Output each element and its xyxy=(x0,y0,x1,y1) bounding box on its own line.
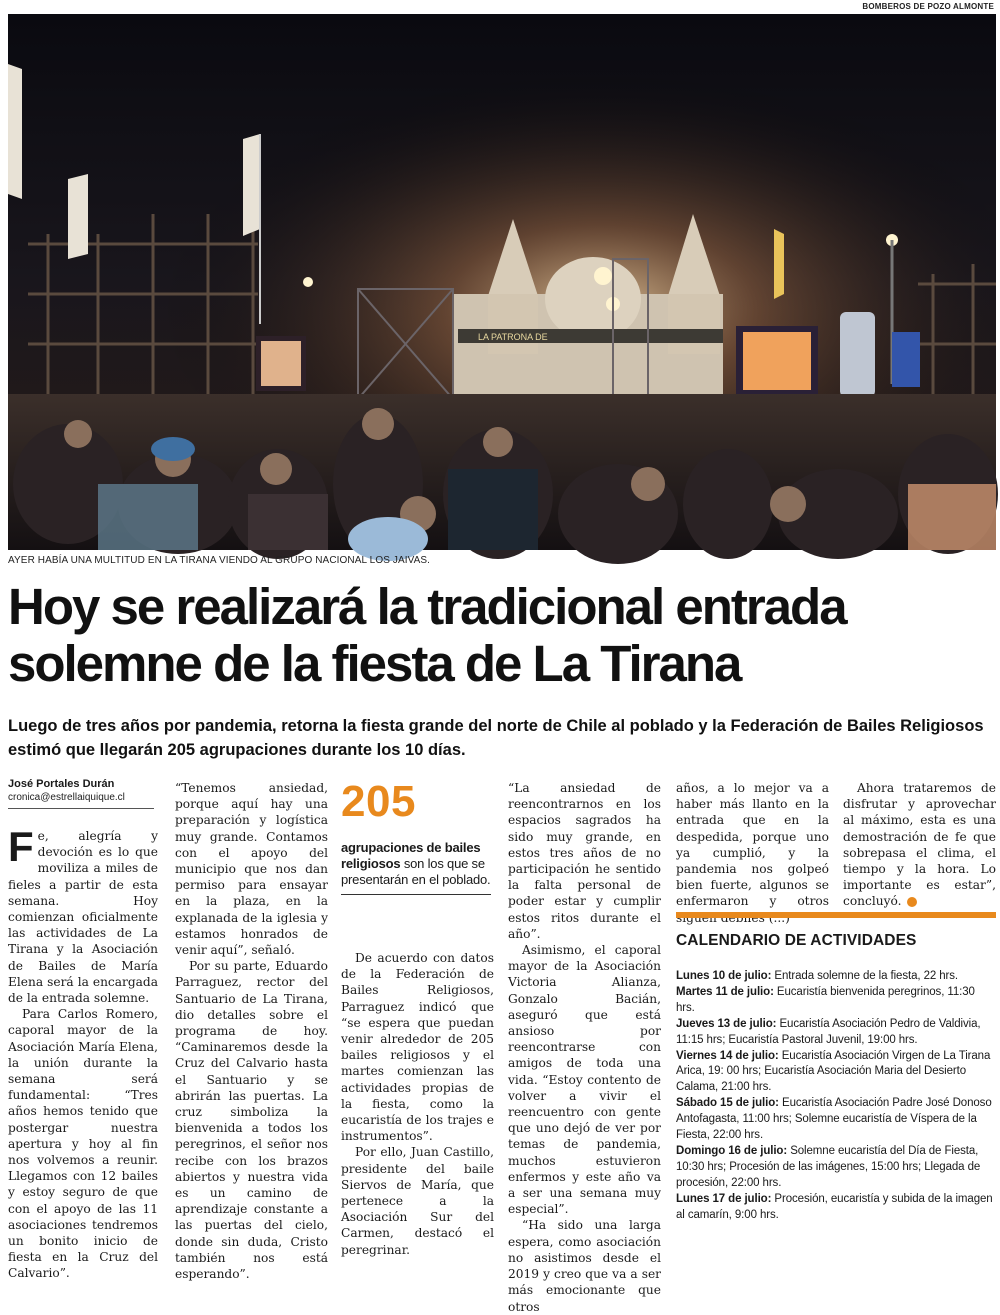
calendar-text: Eucaristía Asociación Pedro de Valdivia, 11:15 hrs; Eucaristía Pastoral Juvenil, 19:00 hrs. xyxy=(676,1017,981,1046)
paragraph-text: e, alegría y devoción es lo que moviliza a miles de fieles a partir de esta semana. Hoy comienzan oficialmente las actividades de La Tirana y la Asociación de Bailes de María Elena será la encargada de la entrada solemne. xyxy=(8,829,158,1006)
paragraph xyxy=(8,823,158,1006)
calendar-entry xyxy=(676,1017,996,1049)
paragraph: “Ha sido una larga espera, como asociación no asistimos desde el 2019 y creo que va a ser más emocionante que otros xyxy=(508,1218,661,1314)
byline xyxy=(8,777,158,809)
article-column-4 xyxy=(508,780,661,1315)
end-mark-icon xyxy=(907,897,917,907)
article-column-5 xyxy=(676,780,829,926)
calendar-text: Procesión, eucaristía y subida de la imagen al camarín, 9:00 hrs. xyxy=(676,1192,993,1221)
paragraph: Por ello, Juan Castillo, presidente del baile Siervos de María, que pertenece a la Asociación Sur del Carmen, destacó el peregrinar. xyxy=(341,1145,494,1257)
deck-summary: Luego de tres años por pandemia, retorna la fiesta grande del norte de Chile al poblado y la Federación de Bailes Religiosos estimó que llegarán 205 agrupaciones durante los 10 días. xyxy=(8,717,984,759)
photo-caption: AYER HABÍA UNA MULTITUD EN LA TIRANA VIENDO AL GRUPO NACIONAL LOS JAIVAS. xyxy=(8,555,431,566)
calendar-entry xyxy=(676,1144,996,1192)
calendar-entry xyxy=(676,1192,996,1224)
calendar-entry xyxy=(676,969,996,985)
calendar-text: Eucaristía bienvenida peregrinos, 11:30 hrs. xyxy=(676,985,975,1014)
paragraph: años, a lo mejor va a haber más llanto en la entrada que en la despedida, porque uno ya cumplió, y la pandemia nos golpeó bien fuerte, algunos se enfermaron y otros xyxy=(676,781,829,909)
calendar-entry xyxy=(676,1049,996,1097)
stat-text-bold: agrupaciones de bailes religiosos xyxy=(341,840,481,871)
author-name: José Portales Durán xyxy=(8,778,115,790)
photo-credit: BOMBEROS DE POZO ALMONTE xyxy=(862,2,994,11)
calendar-text: Entrada solemne de la fiesta, 22 hrs. xyxy=(771,970,959,982)
stat-text-rest: son los que se presentarán en el poblado. xyxy=(341,856,491,887)
article-column-1 xyxy=(8,823,158,1282)
paragraph: Asimismo, el caporal mayor de la Asociación Victoria Alianza, Gonzalo Bacián, aseguró que está ansioso por reencontrarse con amigos de toda una vida. “Estoy contento de volver a vivir el reencuentro con gente que uno dejó de ver por temas de pandemia, muchos estuvieron enfermos y este año va a ser una semana muy especial”. xyxy=(508,943,661,1217)
byline-divider xyxy=(8,808,154,809)
paragraph: Para Carlos Romero, caporal mayor de la Asociación María Elena, la unión durante la semana será fundamental: “Tres años hemos tenido que postergar nuestra apertura y hoy al fin nos volvemos a reunir. Llegamos con 12 bailes y estoy seguro de que con el apoyo de las 11 asociaciones tendremos un bonito inicio de fiesta en la Cruz del Calvario”. xyxy=(8,1007,158,1281)
paragraph: “Tenemos ansiedad, porque aquí hay una preparación y logística muy grande. Contamos con el apoyo del municipio que nos dan permiso para ensayar en la plaza, en la explanada de la iglesia y estamos honrados de venir aquí”, señaló. xyxy=(175,781,328,958)
calendar-title: CALENDARIO DE ACTIVIDADES xyxy=(676,932,917,949)
calendar-accent-bar xyxy=(676,912,996,918)
paragraph: Por su parte, Eduardo Parraguez, rector del Santuario de La Tirana, dio detalles sobre el programa de hoy. “Caminaremos desde la Cruz del Calvario hasta el Santuario y se abrirán las puertas. La cruz simboliza la bienvenida a todos los peregrinos, el señor nos recibe con los brazos abiertos y nuestra vida es un camino de aprendizaje constante a las puertas del cielo, donde sin duda, Cristo también nos está esperando”. xyxy=(175,959,328,1282)
calendar-day: Sábado 15 de julio: xyxy=(676,1097,779,1110)
headline-line-1: Hoy se realizará la tradicional entrada xyxy=(8,578,846,635)
calendar-entry xyxy=(676,1096,996,1144)
calendar-text: Eucaristía Asociación Padre José Donoso Antofagasta, 11:00 hrs; Solemne eucaristía de Víspera de la Fiesta, 22:00 hrs. xyxy=(676,1097,992,1142)
calendar-day: Lunes 10 de julio: xyxy=(676,970,772,982)
paragraph: De acuerdo con datos de la Federación de Bailes Religiosos, Parraguez indicó que “se espera que puedan venir alrededor de 205 bailes religiosos y el martes comienzan las actividades propias de la fiesta, como la eucaristía de los trajes e instrumentos”. xyxy=(341,951,494,1144)
calendar-entries xyxy=(676,969,996,1224)
calendar-text: Solemne eucaristía del Día de Fiesta, 10:30 hrs; Procesión de las imágenes, 15:00 hrs; Llegada de procesión, 22:00 hrs. xyxy=(676,1144,981,1189)
stat-callout xyxy=(341,776,494,895)
stat-number: 205 xyxy=(341,777,416,826)
calendar-text: Eucaristía Asociación Virgen de La Tirana Arica, 19: 00 hrs; Eucaristía Asociación Maria del Desierto Calama, 21:00 hrs. xyxy=(676,1049,991,1094)
article-column-2 xyxy=(175,780,328,1282)
calendar-day: Viernes 14 de julio: xyxy=(676,1049,779,1062)
event-photo xyxy=(8,14,996,550)
activities-calendar xyxy=(676,912,996,1224)
headline-line-2: solemne de la fiesta de La Tirana xyxy=(8,635,741,692)
stat-text xyxy=(341,840,494,888)
article-column-3 xyxy=(341,950,494,1258)
calendar-day: Domingo 16 de julio: xyxy=(676,1144,788,1157)
stat-divider xyxy=(341,894,491,895)
paragraph: “La ansiedad de reencontrarnos en los espacios sagrados ha sido muy grande, en estos tres años de no participación he sentido la falta personal de poder estar y cumplir estos ritos durante el año”. xyxy=(508,781,661,941)
paragraph-text: Ahora trataremos de disfrutar y aprovechar al máximo, esta es una demostración de fe que sobrepasa el clima, el tiempo y la hora. Lo importante es estar”, concluyó. xyxy=(843,781,996,909)
church-banner-text: LA PATRONA DE xyxy=(478,332,548,342)
article-column-6 xyxy=(843,780,996,910)
paragraph xyxy=(843,780,996,910)
calendar-entry xyxy=(676,985,996,1017)
headline xyxy=(8,578,998,692)
drop-cap: F xyxy=(8,823,34,870)
calendar-day: Martes 11 de julio: xyxy=(676,985,774,998)
calendar-day: Jueves 13 de julio: xyxy=(676,1017,777,1030)
author-email[interactable]: cronica@estrellaiquique.cl xyxy=(8,792,125,803)
calendar-day: Lunes 17 de julio: xyxy=(676,1192,772,1205)
